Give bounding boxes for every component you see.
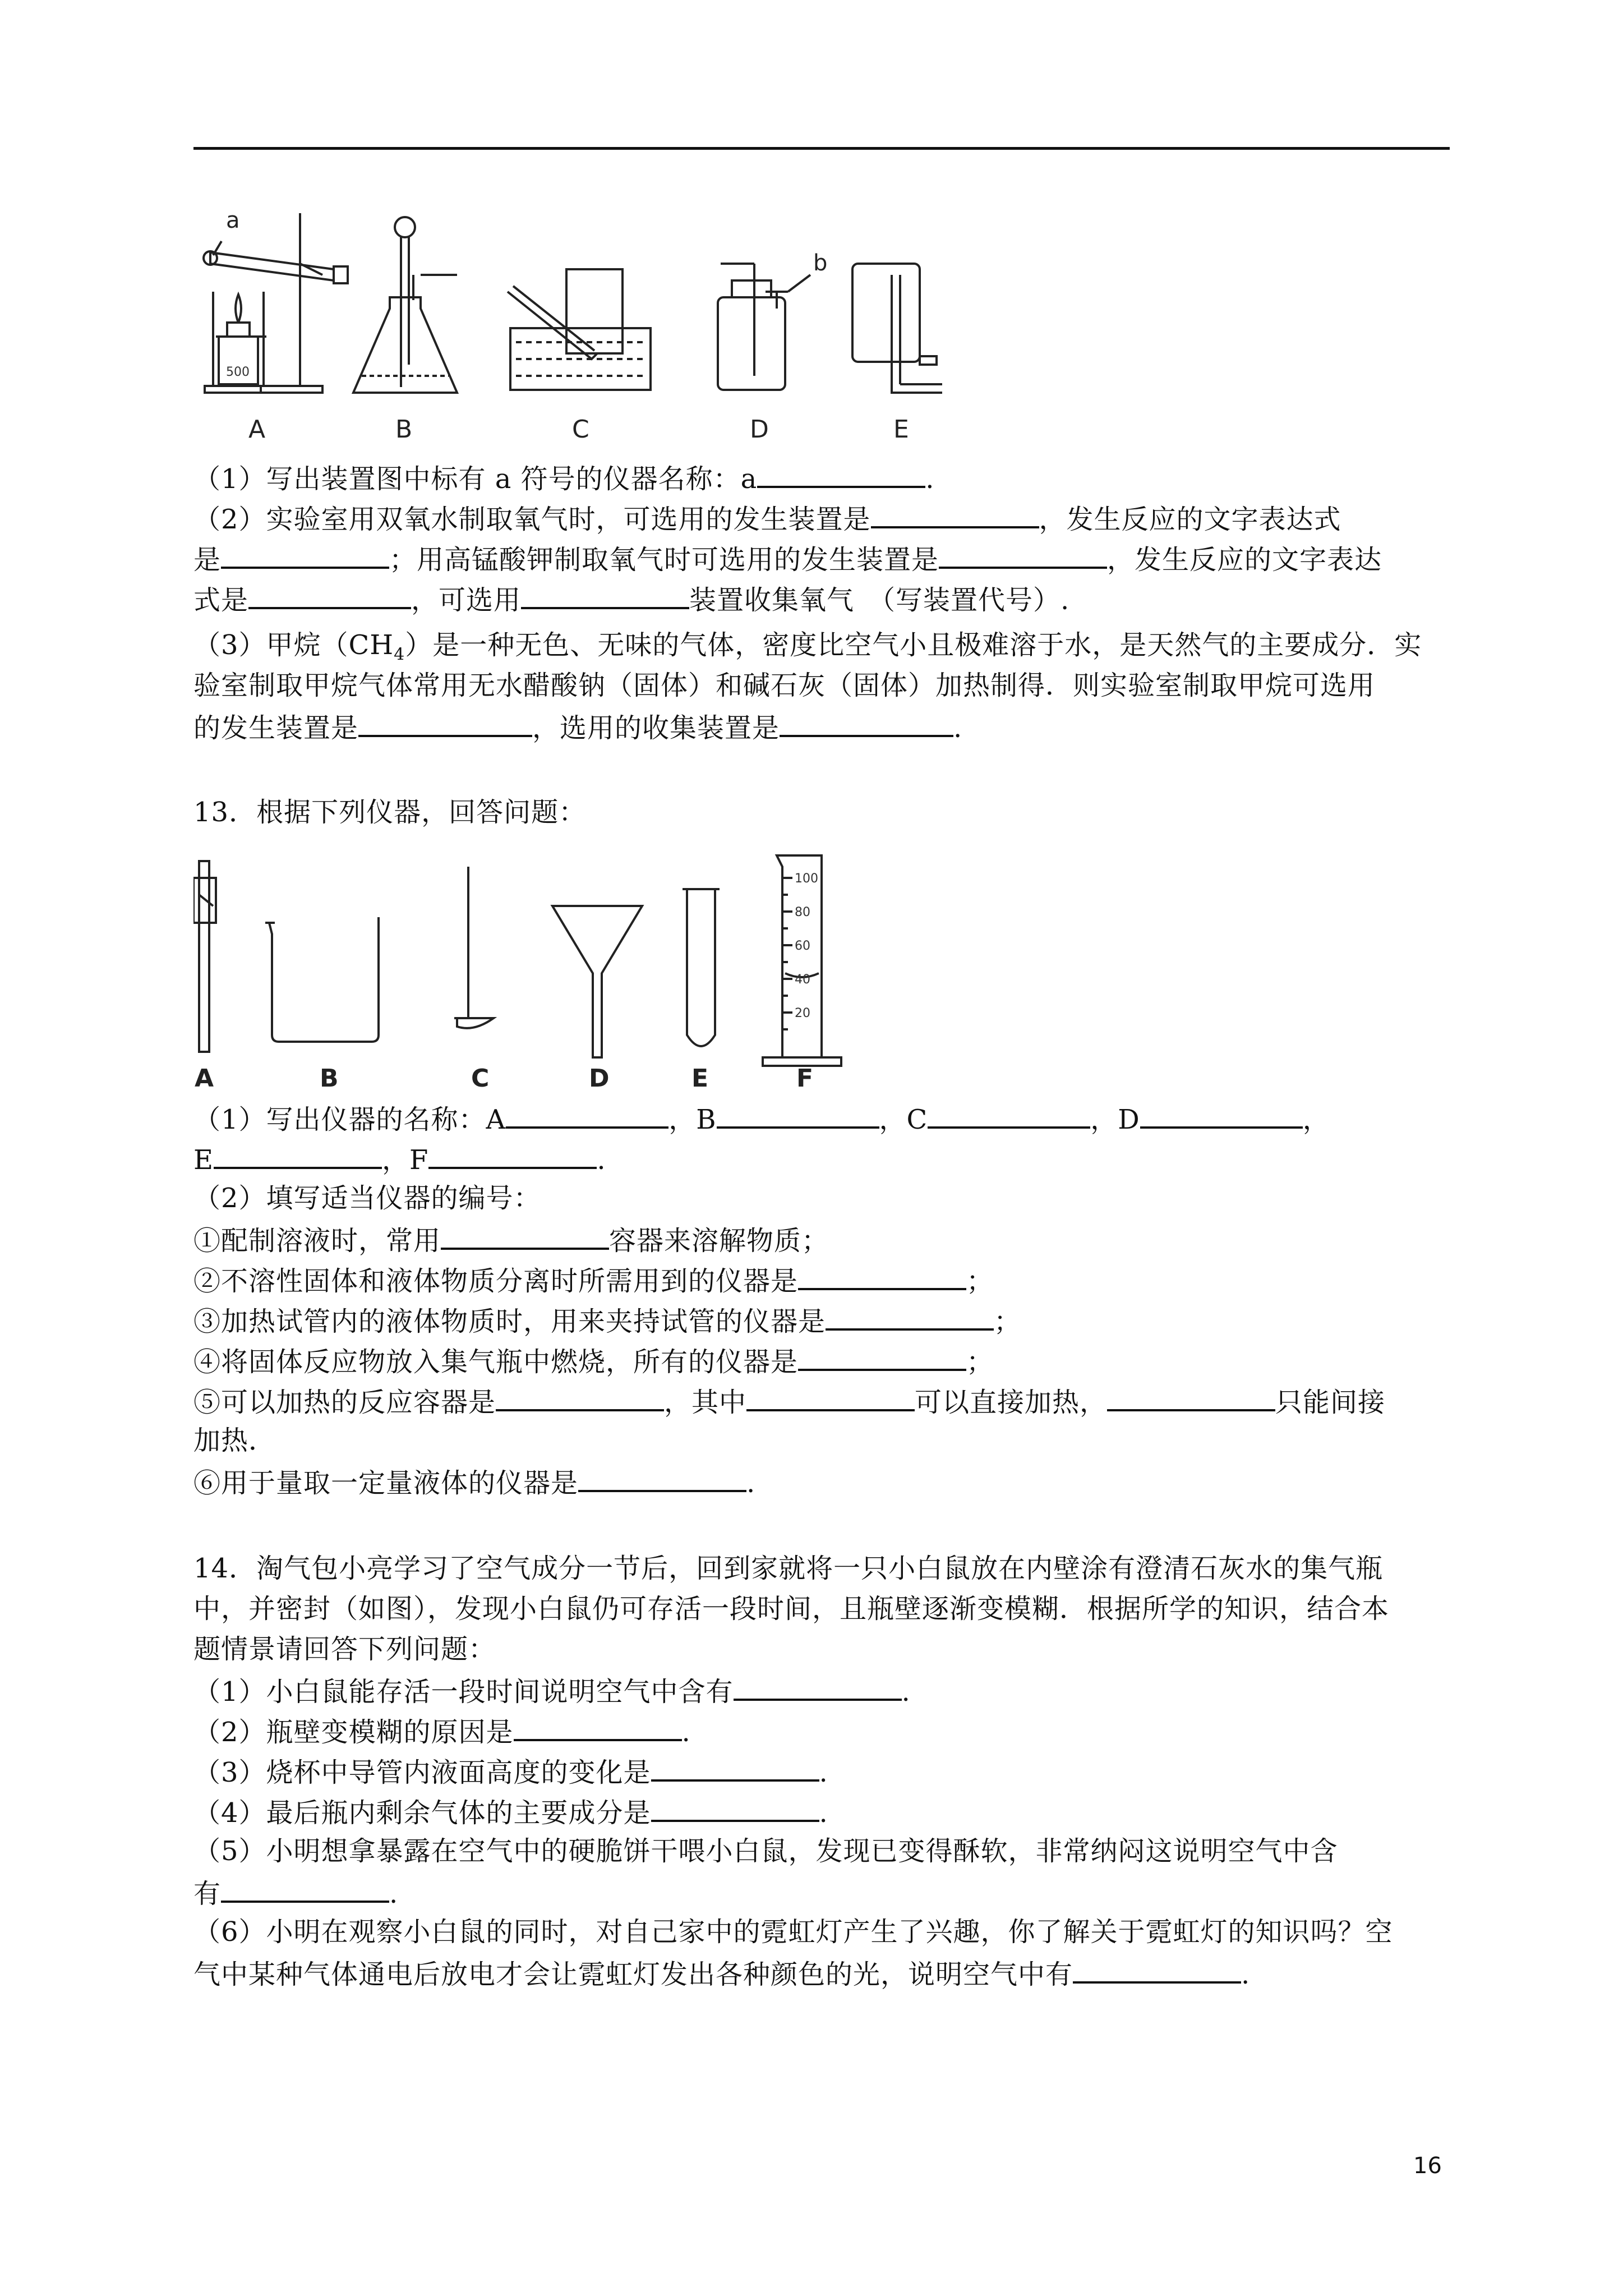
cylinder-tick-100: 100: [795, 872, 818, 886]
cylinder-tick-60: 60: [795, 939, 810, 953]
page-number: 16: [1413, 2153, 1442, 2179]
answer-blank[interactable]: [506, 1101, 668, 1129]
instrument-label-d: D: [589, 1064, 610, 1091]
q14-answer5-line1: （5）小明想拿暴露在空气中的硬脆饼干喂小白鼠，发现已变得酥软，非常纳闷这说明空气中含: [193, 1835, 1338, 1867]
answer-blank[interactable]: [248, 581, 411, 609]
q13-item6: ⑥用于量取一定量液体的仪器是 .: [193, 1464, 755, 1500]
q14-answer6-line1: （6）小明在观察小白鼠的同时，对自己家中的霓虹灯产生了兴趣，你了解关于霓虹灯的知识吗？空: [193, 1916, 1393, 1948]
answer-blank[interactable]: [221, 541, 389, 569]
q14-answer2: （2）瓶壁变模糊的原因是 .: [193, 1713, 691, 1749]
callout-a: a: [226, 208, 240, 233]
apparatus-label-a: A: [248, 415, 266, 443]
answer-blank[interactable]: [826, 1303, 994, 1331]
answer-blank[interactable]: [214, 1141, 382, 1169]
q13-part1-line2: E ，F .: [193, 1141, 606, 1177]
answer-blank[interactable]: [780, 709, 953, 737]
apparatus-label-e: E: [893, 415, 909, 443]
answer-blank[interactable]: [578, 1464, 746, 1492]
q14-answer3: （3）烧杯中导管内液面高度的变化是 .: [193, 1754, 828, 1789]
cylinder-tick-40: 40: [795, 973, 810, 987]
cylinder-tick-20: 20: [795, 1006, 810, 1020]
answer-blank[interactable]: [871, 500, 1039, 528]
apparatus-label-b: B: [395, 415, 413, 443]
answer-blank[interactable]: [514, 1713, 682, 1741]
instrument-label-f: F: [796, 1064, 814, 1091]
q12-part3-line3: 的发生装置是 ，选用的收集装置是 .: [193, 709, 962, 745]
answer-blank[interactable]: [928, 1101, 1090, 1129]
answer-blank[interactable]: [221, 1875, 389, 1903]
answer-blank[interactable]: [1107, 1383, 1275, 1411]
answer-blank[interactable]: [496, 1383, 664, 1411]
instrument-label-a: A: [195, 1064, 214, 1091]
q13-part2: （2）填写适当仪器的编号：: [193, 1182, 541, 1214]
q13-part1-line1: （1）写出仪器的名称：A ，B ，C ，D ，: [193, 1101, 1330, 1137]
q14-answer6-line2: 气中某种气体通电后放电才会让霓虹灯发出各种颜色的光，说明空气中有 .: [193, 1955, 1250, 1991]
answer-blank[interactable]: [734, 1673, 902, 1701]
answer-blank[interactable]: [717, 1101, 879, 1129]
answer-blank[interactable]: [939, 541, 1107, 569]
q13-item1: ①配制溶液时，常用 容器来溶解物质；: [193, 1222, 829, 1258]
instruments-svg: [193, 844, 923, 1091]
instrument-label-b: B: [320, 1064, 339, 1091]
answer-blank[interactable]: [521, 581, 689, 609]
apparatus-svg: [193, 208, 979, 443]
q12-part1: （1）写出装置图中标有 a 符号的仪器名称：a .: [193, 460, 935, 496]
callout-b: b: [813, 250, 828, 276]
q12-part2-line1: （2）实验室用双氧水制取氧气时，可选用的发生装置是 ，发生反应的文字表达式: [193, 500, 1341, 536]
q14-intro-line3: 题情景请回答下列问题：: [193, 1634, 496, 1665]
header-rule: [193, 147, 1450, 150]
answer-blank[interactable]: [1140, 1101, 1303, 1129]
q14-answer1: （1）小白鼠能存活一段时间说明空气中含有 .: [193, 1673, 911, 1709]
q14-intro-line1: 14．淘气包小亮学习了空气成分一节后，回到家就将一只小白鼠放在内壁涂有澄清石灰水的集气瓶: [193, 1553, 1384, 1584]
instrument-label-c: C: [471, 1064, 490, 1091]
answer-blank[interactable]: [428, 1141, 597, 1169]
cylinder-tick-80: 80: [795, 905, 810, 919]
q12-part3-line1: （3）甲烷$(CH_4)$是一种无色、无味的气体，密度比空气小且极难溶于水，是天然气的主要成分．实: [193, 629, 1422, 665]
instrument-label-e: E: [691, 1064, 709, 1091]
answer-blank[interactable]: [798, 1262, 966, 1290]
answer-blank[interactable]: [798, 1343, 966, 1371]
q12-part3-line2: 验室制取甲烷气体常用无水醋酸钠（固体）和碱石灰（固体）加热制得．则实验室制取甲烷可选用: [193, 670, 1376, 701]
q13-item5-line2: 加热．: [193, 1425, 276, 1456]
answer-blank[interactable]: [746, 1383, 915, 1411]
apparatus-label-c: C: [572, 415, 589, 443]
q13-item4: ④将固体反应物放入集气瓶中燃烧，所有的仪器是 ；: [193, 1343, 994, 1379]
answer-blank[interactable]: [1073, 1955, 1241, 1984]
q13-item3: ③加热试管内的液体物质时，用来夹持试管的仪器是 ；: [193, 1303, 1021, 1338]
apparatus-figure: [193, 208, 979, 443]
q14-intro-line2: 中，并密封（如图），发现小白鼠仍可存活一段时间，且瓶壁逐渐变模糊．根据所学的知识，结合本: [193, 1593, 1390, 1625]
q13-item2: ②不溶性固体和液体物质分离时所需用到的仪器是 ；: [193, 1262, 994, 1298]
q13-title: 13．根据下列仪器，回答问题：: [193, 797, 587, 828]
apparatus-label-d: D: [750, 415, 769, 443]
q12-part2-line2: 是 ；用高锰酸钾制取氧气时可选用的发生装置是 ，发生反应的文字表达: [193, 541, 1382, 577]
q14-answer5-line2: 有 .: [193, 1875, 398, 1911]
answer-blank[interactable]: [651, 1754, 819, 1782]
q12-part2-line3: 式是 ，可选用 装置收集氧气 （写装置代号）.: [193, 581, 1069, 617]
lamp-label: 500: [226, 365, 250, 379]
q14-answer4: （4）最后瓶内剩余气体的主要成分是 .: [193, 1794, 828, 1830]
answer-blank[interactable]: [651, 1794, 819, 1822]
answer-blank[interactable]: [358, 709, 532, 737]
q13-item5-line1: ⑤可以加热的反应容器是 ，其中 可以直接加热， 只能间接: [193, 1383, 1385, 1419]
instruments-figure: [193, 844, 923, 1091]
answer-blank[interactable]: [441, 1222, 609, 1250]
answer-blank[interactable]: [757, 460, 925, 488]
